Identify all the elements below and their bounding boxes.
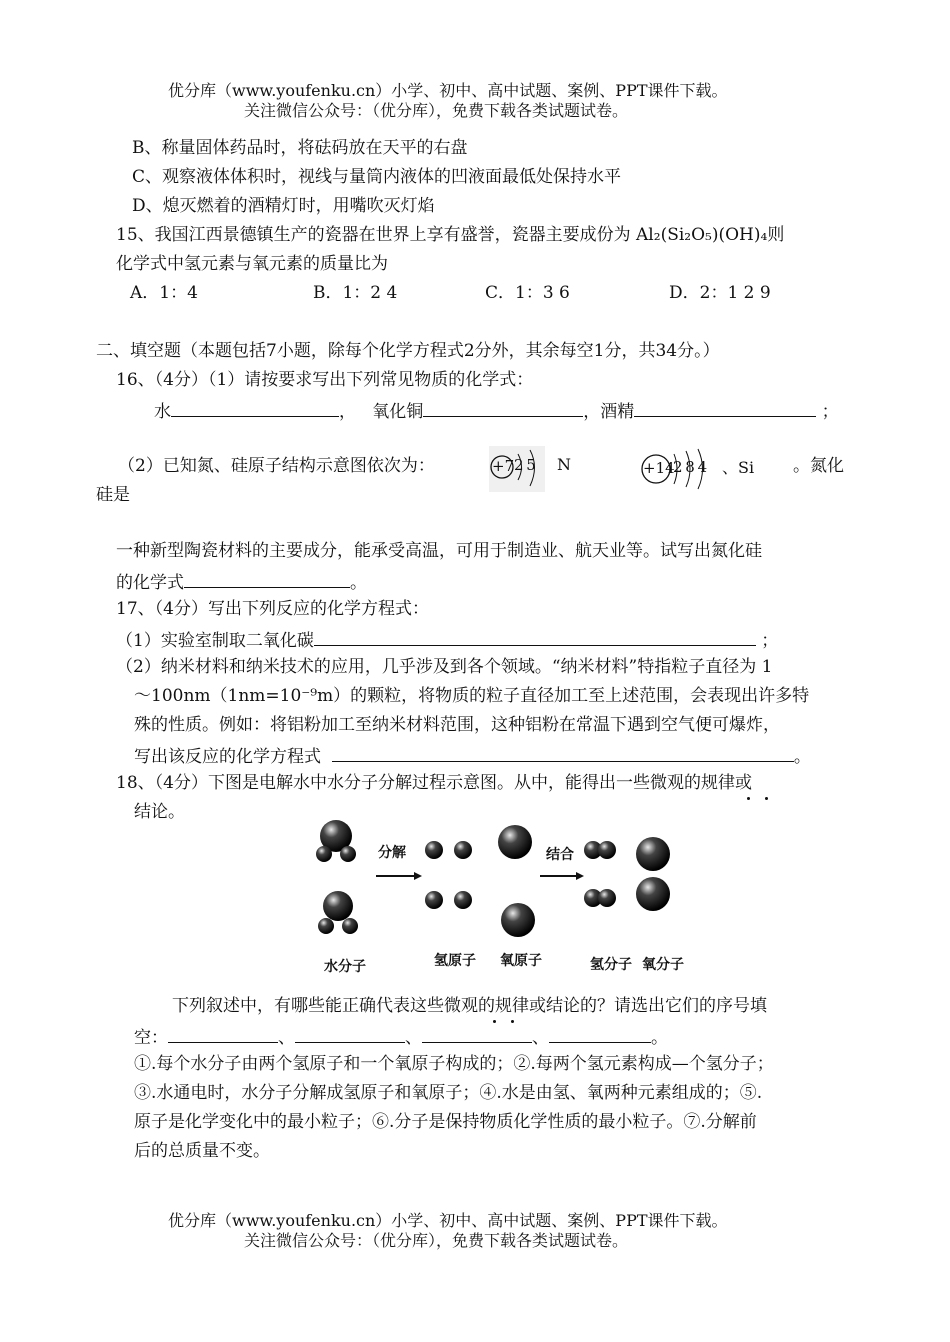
- hydrogen-atom-label: 氢原子: [434, 953, 476, 969]
- q16-line-4-prefix: 的化学式: [116, 573, 184, 593]
- q17-stem: 17、（4分）写出下列反应的化学方程式：: [116, 599, 429, 619]
- hydrogen-molecule: [584, 841, 616, 859]
- hydrogen-atom: [425, 891, 443, 909]
- q16-silicon-nitride-blank[interactable]: [184, 569, 350, 588]
- combine-label: 结合: [546, 847, 574, 863]
- hydrogen-molecule-label: 氢分子: [590, 957, 632, 973]
- decompose-label: 分解: [378, 845, 406, 861]
- q14-option-c: C、观察液体体积时，视线与量筒内液体的凹液面最低处保持水平: [132, 167, 622, 187]
- nitrogen-shells: 2 5: [514, 456, 535, 474]
- q17-part2-line-4-text: 写出该反应的化学方程式: [134, 747, 321, 767]
- q17-part2-line-2: ～100nm（1nm=10⁻⁹m）的颗粒，将物质的粒子直径加工至上述范围，会表现出许多特: [134, 686, 810, 706]
- q15-stem-line-2: 化学式中氢元素与氧元素的质量比为: [116, 254, 388, 274]
- silicon-label: 、Si: [722, 458, 755, 477]
- q16-part1-blanks: [154, 398, 839, 423]
- oxygen-molecule-label: 氧分子: [642, 957, 684, 973]
- q16-part2-line-2: 硅是: [96, 485, 130, 505]
- nitrogen-atom-diagram: [489, 446, 545, 492]
- q16-semicolon: ；: [821, 402, 839, 422]
- q17-part1-text: （1）实验室制取二氧化碳: [116, 631, 314, 651]
- hydrogen-atom: [454, 841, 472, 859]
- q15-option-d: D．2：1 2 9: [669, 283, 771, 303]
- q18-separator-1: 、: [278, 1028, 295, 1048]
- oxygen-molecule: [636, 837, 670, 911]
- header-line-1: 优分库（www.youfenku.cn）小学、初中、高中试题、案例、PPT课件下载。: [168, 81, 728, 100]
- hydrogen-molecule: [584, 889, 616, 907]
- q17-part1: [116, 627, 778, 652]
- q18-instruction-line-2: [134, 1024, 668, 1049]
- q18-separator-3: 、: [532, 1028, 549, 1048]
- q18-answer-blank-4[interactable]: [549, 1024, 651, 1043]
- q16-part2-suffix: 。氮化: [793, 456, 844, 476]
- q17-part2-line-3: 殊的性质。例如：将铝粉加工至纳米材料范围，这种铝粉在常温下遇到空气便可爆炸，: [134, 715, 780, 735]
- q18-options-line-3: 原子是化学变化中的最小粒子；⑥.分子是保持物质化学性质的最小粒子。⑦.分解前: [134, 1112, 757, 1132]
- oxygen-atom: [498, 825, 532, 859]
- emphasis-dot: [511, 1020, 514, 1023]
- q18-stem-line-1: 18、（4分）下图是电解水中水分子分解过程示意图。从中，能得出一些微观的规律或: [116, 773, 752, 793]
- electrolysis-diagram: [310, 810, 710, 980]
- q18-instruction-prefix: 空：: [134, 1028, 168, 1048]
- footer-line-2: 关注微信公众号：（优分库），免费下载各类试题试卷。: [244, 1231, 629, 1250]
- q16-part2-text: （2）已知氮、硅原子结构示意图依次为：: [118, 456, 435, 476]
- q18-options-line-2: ③.水通电时，水分子分解成氢原子和氧原子；④.水是由氢、氧两种元素组成的；⑤.: [134, 1083, 763, 1103]
- q15-stem-line-1: 15、我国江西景德镇生产的瓷器在世界上享有盛誉，瓷器主要成份为 Al₂(Si₂O₅)(OH)₄则: [116, 225, 785, 245]
- q14-option-b: B、称量固体药品时，将砝码放在天平的右盘: [132, 138, 468, 158]
- q16-comma-1: ，: [339, 402, 356, 422]
- nitrogen-label: N: [557, 455, 571, 474]
- emphasis-dot: [747, 797, 750, 800]
- water-molecule-top: [316, 820, 356, 862]
- water-molecule-label: 水分子: [324, 959, 366, 975]
- q18-instruction-end: 。: [651, 1028, 668, 1048]
- q18-stem-line-2: 结论。: [134, 802, 185, 822]
- q17-part2-line-1: （2）纳米材料和纳米技术的应用，几乎涉及到各个领域。“纳米材料”特指粒子直径为 1: [116, 657, 773, 677]
- q15-option-b: B．1：2 4: [313, 283, 398, 303]
- decompose-arrow-head: [414, 872, 422, 880]
- oxygen-atom: [501, 903, 535, 937]
- q16-alcohol-label: ，酒精: [583, 402, 635, 422]
- q16-stem: 16、（4分）（1）请按要求写出下列常见物质的化学式：: [116, 370, 534, 390]
- q18-instruction-line-1: 下列叙述中，有哪些能正确代表这些微观的规律或结论的？请选出它们的序号填: [172, 996, 767, 1016]
- q16-line-3: 一种新型陶瓷材料的主要成分，能承受高温，可用于制造业、航天业等。试写出氮化硅: [116, 541, 762, 561]
- q18-separator-2: 、: [405, 1028, 422, 1048]
- q14-option-d: D、熄灭燃着的酒精灯时，用嘴吹灭灯焰: [132, 196, 435, 216]
- q18-answer-blank-1[interactable]: [168, 1024, 278, 1043]
- q17-part2-blank[interactable]: [332, 743, 794, 762]
- silicon-atom-diagram: [640, 446, 710, 492]
- q15-option-a: A．1：4: [130, 283, 198, 303]
- q16-cuo-label: 氧化铜: [372, 402, 424, 422]
- combine-arrow-head: [576, 872, 584, 880]
- header-line-2: 关注微信公众号：（优分库），免费下载各类试题试卷。: [244, 101, 629, 120]
- section-2-title: 二、填空题（本题包括7小题，除每个化学方程式2分外，其余每空1分，共34分。）: [96, 341, 720, 361]
- silicon-nucleus: +14: [643, 459, 675, 477]
- q16-alcohol-blank[interactable]: [634, 398, 816, 417]
- q16-line-4-suffix: 。: [350, 573, 367, 593]
- q16-line-4: [116, 569, 367, 594]
- q17-part1-blank[interactable]: [314, 627, 756, 646]
- emphasis-dot: [493, 1020, 496, 1023]
- q17-part2-end: 。: [793, 747, 811, 767]
- hydrogen-atom: [454, 891, 472, 909]
- q16-water-label: 水: [154, 402, 171, 422]
- q18-answer-blank-2[interactable]: [295, 1024, 405, 1043]
- q18-options-line-4: 后的总质量不变。: [134, 1141, 270, 1161]
- hydrogen-atom: [425, 841, 443, 859]
- oxygen-atom-label: 氧原子: [500, 953, 542, 969]
- silicon-shells: 2 8 4: [673, 458, 707, 476]
- water-molecule-bottom: [318, 891, 358, 934]
- nitrogen-nucleus: +7: [492, 457, 515, 475]
- q16-cuo-blank[interactable]: [423, 398, 583, 417]
- q17-part1-end: ；: [761, 631, 779, 651]
- q18-options-line-1: ①.每个水分子由两个氢原子和一个氧原子构成的；②.每两个氢元素构成—个氢分子；: [134, 1054, 774, 1074]
- q18-answer-blank-3[interactable]: [422, 1024, 532, 1043]
- q17-part2-line-4: [134, 743, 811, 768]
- emphasis-dot: [765, 797, 768, 800]
- q15-option-c: C．1：3 6: [485, 283, 570, 303]
- footer-line-1: 优分库（www.youfenku.cn）小学、初中、高中试题、案例、PPT课件下载。: [168, 1211, 728, 1230]
- q16-water-blank[interactable]: [171, 398, 339, 417]
